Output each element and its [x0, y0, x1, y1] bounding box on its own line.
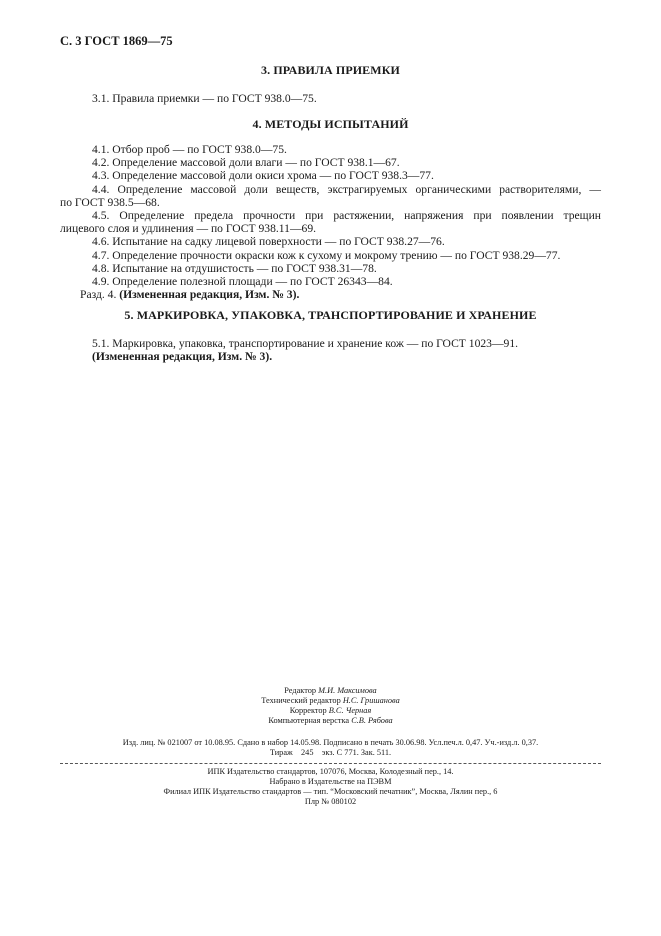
section-4-title: 4. МЕТОДЫ ИСПЫТАНИЙ: [252, 117, 409, 131]
item-4-3: 4.3. Определение массовой доли окиси хрома — по ГОСТ 938.3—77.: [92, 169, 434, 183]
item-4-6: 4.6. Испытание на садку лицевой поверхности — по ГОСТ 938.27—76.: [92, 235, 445, 249]
item-4-8: 4.8. Испытание на отдушистость — по ГОСТ 938.31—78.: [92, 261, 377, 275]
plr-line: Плр № 080102: [304, 797, 357, 806]
imprint-publisher: [60, 767, 601, 807]
item-4-1: 4.1. Отбор проб — по ГОСТ 938.0—75.: [92, 143, 287, 156]
item-5-1: 5.1. Маркировка, упаковка, транспортирование и хранение кож — по ГОСТ 1023—91.: [92, 337, 519, 350]
item-4-7: 4.7. Определение прочности окраски кож к сухому и мокрому трению — по ГОСТ 938.29—77.: [92, 248, 561, 262]
section-5-title: 5. МАРКИРОВКА, УПАКОВКА, ТРАНСПОРТИРОВАНИЕ И ХРАНЕНИЕ: [124, 308, 537, 322]
note-bold: (Измененная редакция, Изм. № 3).: [119, 288, 300, 302]
item-4-2: 4.2. Определение массовой доли влаги — по ГОСТ 938.1—67.: [92, 156, 400, 170]
item-4-5-line-1: 4.5. Определение предела прочности при растяжении, напряжения при появлении трещин: [92, 209, 601, 223]
editor-line: Редактор М.И. Максимова: [284, 686, 377, 695]
section-3-title: 3. ПРАВИЛА ПРИЕМКИ: [261, 63, 400, 77]
section-4-change-note: [60, 288, 601, 301]
section-5-body: [60, 337, 601, 363]
publication-line: Изд. лиц. № 021007 от 10.08.95. Сдано в набор 14.05.98. Подписано в печать 30.06.98. Усл.печ.л. 0,47. Уч.-изд.л. 0,37.: [122, 738, 539, 747]
item-4-4-line-1: 4.4. Определение массовой доли веществ, экстрагируемых органическими растворителями, —: [92, 182, 601, 196]
publisher-line: ИПК Издательство стандартов, 107076, Москва, Колодезный пер., 14.: [207, 767, 454, 776]
section-3-body: [60, 92, 601, 105]
imprint-staff: [60, 686, 601, 726]
print-run-line: Тираж 245 экз. С 771. Зак. 511.: [269, 748, 392, 757]
tech-editor-line: Технический редактор Н.С. Гришанова: [261, 696, 400, 705]
item-4-4-line-2: по ГОСТ 938.5—68.: [60, 195, 160, 209]
imprint-publication: [60, 738, 601, 758]
dashed-divider: [60, 763, 601, 764]
note-prefix: Разд. 4.: [80, 288, 117, 302]
layout-line: Компьютерная верстка С.В. Рябова: [268, 716, 393, 725]
typeset-line: Набрано в Издательстве на ПЭВМ: [269, 777, 392, 786]
item-4-9: 4.9. Определение полезной площади — по ГОСТ 26343—84.: [92, 275, 393, 289]
section-4-body: [60, 143, 601, 301]
item-4-5-line-2: лицевого слоя и удлинения — по ГОСТ 938.11—69.: [60, 222, 317, 236]
branch-line: Филиал ИПК Издательство стандартов — тип. “Московский печатник”, Москва, Лялин пер., 6: [163, 787, 498, 796]
item-3-1: 3.1. Правила приемки — по ГОСТ 938.0—75.: [92, 92, 317, 105]
page-header: С. 3 ГОСТ 1869—75: [60, 34, 173, 48]
corrector-line: Корректор В.С. Черная: [289, 706, 372, 715]
section-5-change-note: (Измененная редакция, Изм. № 3).: [92, 350, 273, 364]
